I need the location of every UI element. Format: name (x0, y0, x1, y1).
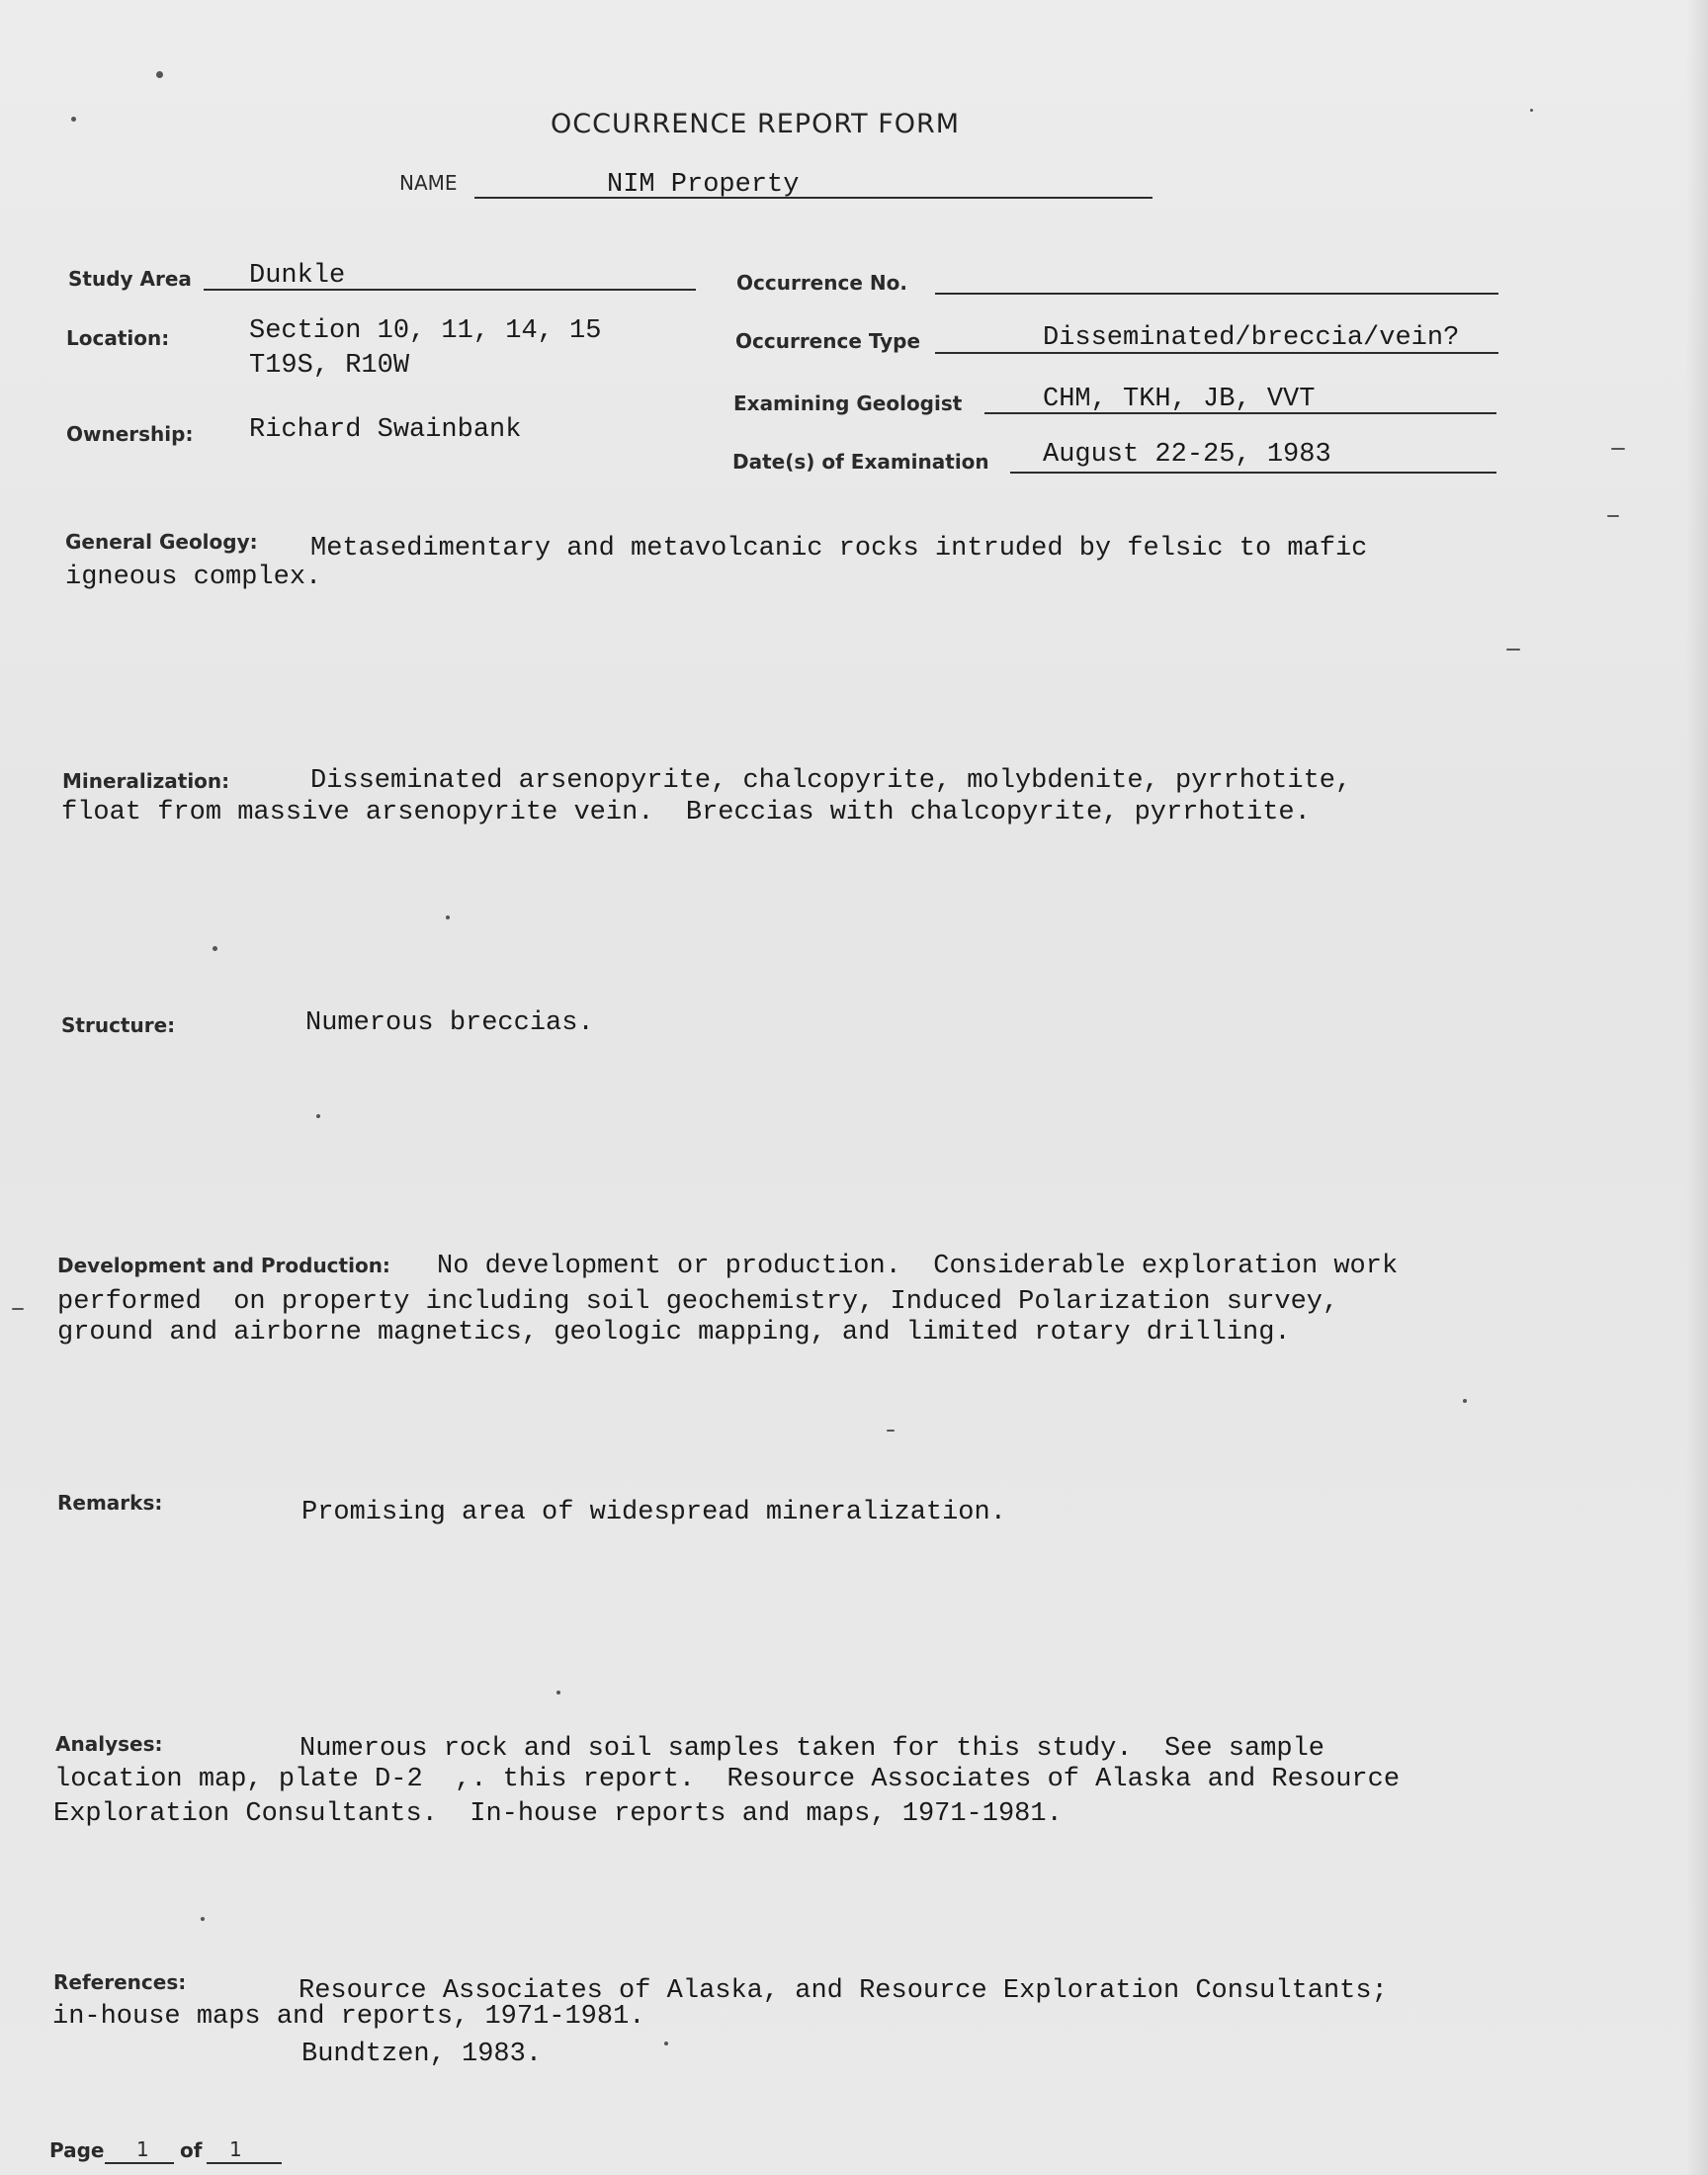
remarks-line1: Promising area of widespread mineralization. (301, 1498, 1006, 1527)
mineralization-line2: float from massive arsenopyrite vein. Breccias with chalcopyrite, pyrrhotite. (61, 798, 1311, 827)
page-label: Page (49, 2138, 105, 2162)
scan-speck (1611, 448, 1625, 450)
occurrence-type-value: Disseminated/breccia/vein? (1043, 323, 1460, 353)
examining-geologist-value: CHM, TKH, JB, VVT (1043, 385, 1316, 414)
name-value: NIM Property (607, 170, 800, 200)
scan-speck (1530, 109, 1533, 112)
structure-line1: Numerous breccias. (305, 1008, 594, 1038)
analyses-line2: location map, plate D-2 ,. this report. Resource Associates of Alaska and Resource (54, 1765, 1401, 1794)
analyses-line3: Exploration Consultants. In-house reports and maps, 1971-1981. (53, 1799, 1063, 1829)
date-of-examination-label: Date(s) of Examination (732, 450, 989, 474)
mineralization-label: Mineralization: (62, 769, 230, 793)
scan-speck (316, 1114, 320, 1118)
analyses-line1: Numerous rock and soil samples taken for this study. See sample (299, 1734, 1324, 1764)
occurrence-no-underline (935, 293, 1498, 295)
page-total-underline (207, 2162, 282, 2164)
development-production-label: Development and Production: (57, 1254, 390, 1277)
study-area-value: Dunkle (249, 261, 346, 291)
name-underline (474, 197, 1153, 199)
location-line2: T19S, R10W (249, 351, 410, 381)
scan-speck (1463, 1399, 1467, 1403)
ownership-label: Ownership: (66, 422, 194, 446)
mineralization-line1: Disseminated arsenopyrite, chalcopyrite, molybdenite, pyrrhotite, (310, 766, 1352, 796)
study-area-label: Study Area (68, 267, 192, 291)
examining-geologist-label: Examining Geologist (733, 392, 963, 415)
location-line1: Section 10, 11, 14, 15 (249, 316, 602, 346)
scan-speck (201, 1917, 205, 1921)
scan-speck (664, 2042, 668, 2045)
scan-speck (556, 1691, 560, 1695)
general-geology-label: General Geology: (65, 530, 258, 554)
scan-speck (446, 915, 450, 919)
scan-speck (156, 71, 163, 78)
references-line3: Bundtzen, 1983. (301, 2040, 543, 2069)
occurrence-no-label: Occurrence No. (736, 271, 907, 295)
date-of-examination-value: August 22-25, 1983 (1043, 440, 1331, 470)
development-production-line1: No development or production. Considerable exploration work (437, 1252, 1399, 1281)
ownership-value: Richard Swainbank (249, 415, 522, 445)
form-title: OCCURRENCE REPORT FORM (551, 109, 961, 139)
structure-label: Structure: (61, 1013, 176, 1037)
page-total: 1 (229, 2137, 242, 2161)
scan-speck (1506, 649, 1520, 651)
page-number: 1 (136, 2137, 149, 2161)
development-production-line3: ground and airborne magnetics, geologic mapping, and limited rotary drilling. (57, 1318, 1291, 1348)
scan-speck (887, 1430, 895, 1432)
development-production-line2: performed on property including soil geochemistry, Induced Polarization survey, (57, 1287, 1339, 1317)
references-line1: Resource Associates of Alaska, and Resource Exploration Consultants; (299, 1976, 1388, 2006)
page-number-underline (105, 2162, 174, 2164)
page-edge-shadow (1686, 0, 1708, 2175)
analyses-label: Analyses: (55, 1732, 163, 1756)
general-geology-line2: igneous complex. (65, 563, 322, 592)
of-label: of (180, 2138, 203, 2162)
scan-speck (12, 1308, 24, 1310)
date-of-examination-underline (1010, 472, 1496, 474)
general-geology-line1: Metasedimentary and metavolcanic rocks intruded by felsic to mafic (310, 534, 1368, 564)
references-line2: in-house maps and reports, 1971-1981. (52, 2002, 645, 2032)
occurrence-type-label: Occurrence Type (735, 329, 921, 353)
scan-speck (71, 117, 76, 122)
scan-speck (213, 946, 217, 951)
remarks-label: Remarks: (57, 1491, 163, 1515)
name-label: NAME (399, 171, 458, 195)
references-label: References: (53, 1970, 187, 1994)
scan-speck (1607, 515, 1619, 517)
location-label: Location: (66, 326, 170, 350)
